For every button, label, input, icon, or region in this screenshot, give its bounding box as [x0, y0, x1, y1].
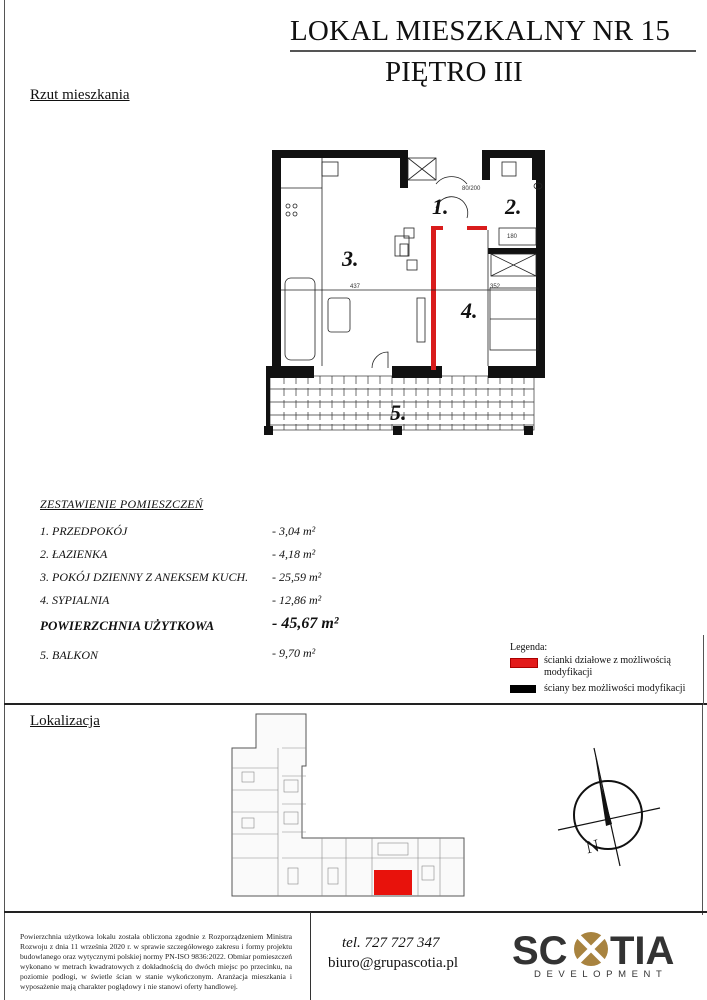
building-site-plan	[222, 708, 472, 908]
dim-tub: 180	[507, 234, 518, 240]
structural-walls	[266, 150, 545, 378]
page-title: LOKAL MIESZKALNY NR 15	[290, 15, 671, 47]
dim-bedroom-width: 352	[490, 284, 501, 290]
room-row-label: 3. POKÓJ DZIENNY Z ANEKSEM KUCH.	[40, 570, 249, 584]
apartment-location-highlight	[374, 870, 412, 895]
modifiable-walls	[431, 226, 487, 370]
dim-living-width: 437	[350, 284, 361, 290]
kitchen-fixtures	[286, 162, 338, 216]
dim-door-bath: 80/200	[462, 186, 481, 192]
floor-label: PIĘTRO III	[385, 56, 523, 88]
svg-text:SC: SC	[512, 929, 568, 968]
balcony-area: - 9,70 m²	[272, 646, 316, 660]
room-number-3: 3.	[342, 246, 359, 271]
room-row-label: 2. ŁAZIENKA	[40, 547, 108, 561]
schedule-heading: ZESTAWIENIE POMIESZCZEŃ	[40, 497, 204, 511]
room-row-label: 1. PRZEDPOKÓJ	[40, 524, 128, 538]
interior-lines	[281, 158, 542, 368]
room-row-label: 4. SYPIALNIA	[40, 593, 110, 607]
room-number-1: 1.	[432, 194, 449, 219]
footer-divider-line	[4, 911, 707, 913]
legend-item-modifiable: ścianki działowe z możliwością modyfikacji	[544, 655, 671, 678]
room-number-2: 2.	[505, 194, 522, 219]
legend-title: Legenda:	[510, 642, 548, 653]
room-number-4: 4.	[461, 298, 478, 323]
legend-swatch-red	[510, 658, 538, 668]
location-section-label: Lokalizacja	[30, 713, 100, 729]
room-row-area: - 25,59 m²	[272, 570, 322, 584]
footer-column-divider	[310, 912, 311, 1000]
room-row-area: - 4,18 m²	[272, 547, 316, 561]
legend	[490, 635, 704, 705]
compass-n-label: N	[584, 835, 601, 858]
email-contact[interactable]: biuro@grupascotia.pl	[328, 955, 459, 971]
page-border-right	[702, 705, 703, 915]
logo-subtitle: DEVELOPMENT	[534, 969, 668, 980]
page-border-left	[4, 0, 5, 1000]
legend-swatch-black	[510, 685, 536, 693]
svg-text:TIA: TIA	[610, 929, 675, 968]
phone-contact[interactable]: tel. 727 727 347	[342, 935, 440, 951]
room-row-area: - 12,86 m²	[272, 593, 322, 607]
floor-plan	[262, 148, 552, 440]
balcony-label: 5. BALKON	[40, 648, 99, 662]
total-area-label: POWIERZCHNIA UŻYTKOWA	[40, 618, 215, 633]
scotia-logo	[512, 928, 697, 968]
logo-x-mark-icon	[574, 932, 608, 966]
plan-section-label: Rzut mieszkania	[30, 87, 130, 103]
north-compass-icon	[548, 740, 668, 870]
room-row-area: - 3,04 m²	[272, 524, 316, 538]
total-area-value: - 45,67 m²	[272, 615, 339, 632]
legal-note: Powierzchnia użytkowa lokalu została obliczona zgodnie z Rozporządzeniem Ministra Rozwoju z dnia 11 września 2020 r. w sprawie szczegółowego zakresu i formy projektu budowlanego oraz wytycznymi polskiej normy PN-ISO 9836:2022. Obmiar pomieszczeń wykonano w metrach kwadratowych z dokładnością do dwóch miejsc po przecinku, na poziomie podłogi, w świetle ścian w stanie wykończonym. Aranżacja mieszkania i wyposażenie mają charakter poglądowy i nie stanowi oferty handlowej.	[20, 932, 292, 991]
legend-item-fixed: ściany bez możliwości modyfikacji	[544, 683, 686, 694]
room-number-5: 5.	[390, 400, 407, 425]
title-underline	[290, 50, 696, 52]
